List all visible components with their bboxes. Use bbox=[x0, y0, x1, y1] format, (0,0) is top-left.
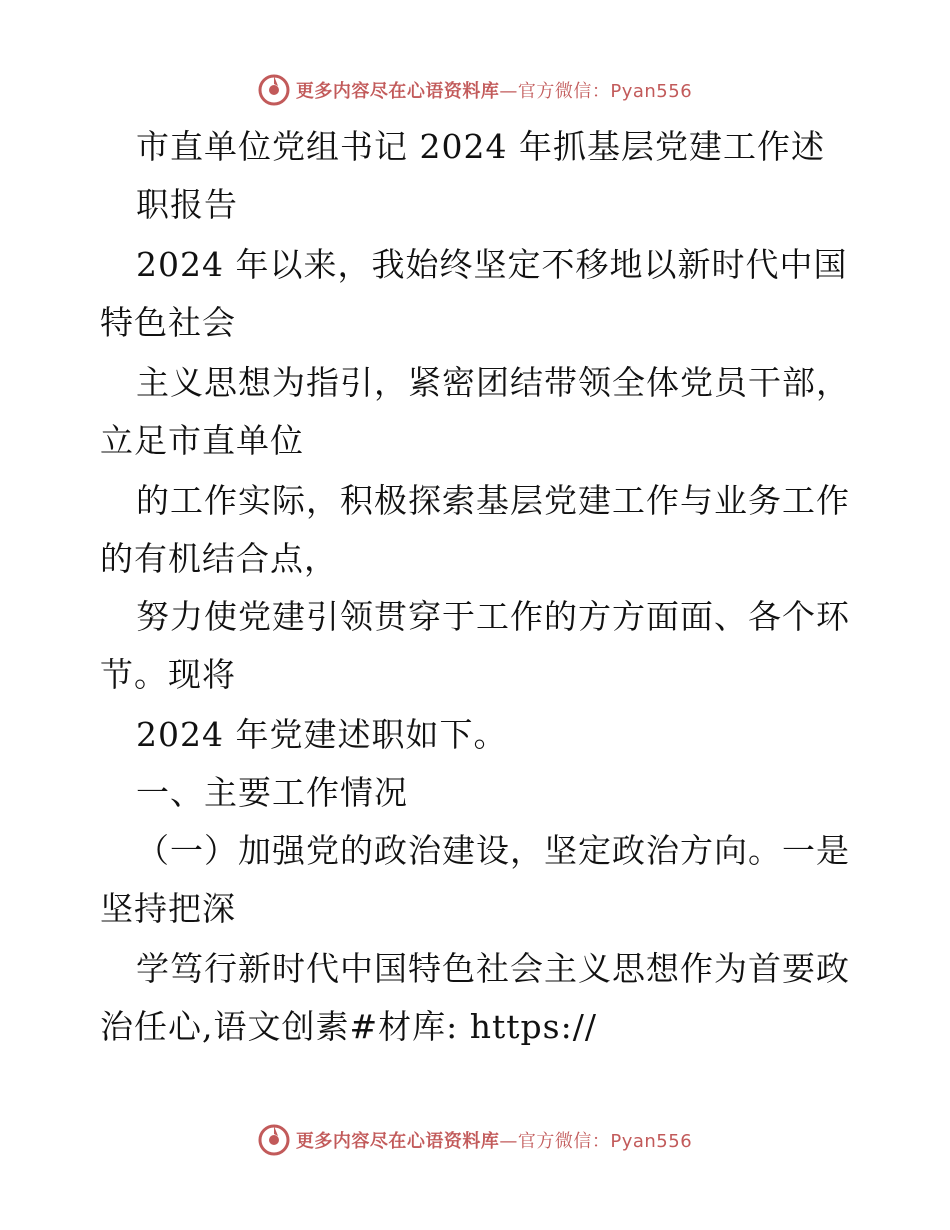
doc-paragraph-line: 的工作实际，积极探索基层党建工作与业务工作 bbox=[136, 481, 850, 520]
doc-title-line-1: 市直单位党组书记 2024 年抓基层党建工作述 bbox=[136, 127, 825, 166]
doc-paragraph-line: 2024 年以来，我始终坚定不移地以新时代中国 bbox=[136, 245, 848, 284]
brand-logo-icon bbox=[258, 1124, 290, 1156]
doc-paragraph-line: 节。现将 bbox=[100, 655, 236, 694]
watermark-wechat-label: 官方微信： bbox=[517, 1131, 611, 1152]
doc-paragraph-line: 学笃行新时代中国特色社会主义思想作为首要政 bbox=[136, 949, 850, 988]
doc-paragraph-line: 特色社会 bbox=[100, 303, 236, 342]
watermark-dash: — bbox=[499, 1131, 518, 1152]
watermark-dash: — bbox=[499, 81, 518, 102]
watermark-text bbox=[296, 77, 692, 103]
doc-paragraph-line: 主义思想为指引，紧密团结带领全体党员干部， bbox=[136, 363, 850, 402]
doc-paragraph-line: 的有机结合点， bbox=[100, 539, 338, 578]
doc-paragraph-line: 坚持把深 bbox=[100, 889, 236, 928]
brand-logo-icon bbox=[258, 74, 290, 106]
watermark-text bbox=[296, 1127, 692, 1153]
watermark-brand: 更多内容尽在心语资料库 bbox=[295, 1131, 500, 1152]
watermark-wechat-id: Pyan556 bbox=[610, 81, 693, 102]
doc-paragraph-line: 治任心,语文创素#材库: https:// bbox=[100, 1007, 597, 1046]
header-watermark bbox=[0, 70, 950, 110]
doc-paragraph-line: 立足市直单位 bbox=[100, 421, 304, 460]
watermark-wechat-id: Pyan556 bbox=[610, 1131, 693, 1152]
doc-section-heading: 一、主要工作情况 bbox=[136, 773, 408, 812]
doc-paragraph-line: 2024 年党建述职如下。 bbox=[136, 715, 508, 754]
doc-paragraph-line: （一）加强党的政治建设，坚定政治方向。一是 bbox=[136, 831, 850, 870]
doc-paragraph-line: 努力使党建引领贯穿于工作的方方面面、各个环 bbox=[136, 597, 850, 636]
watermark-brand: 更多内容尽在心语资料库 bbox=[295, 81, 500, 102]
doc-title-line-2: 职报告 bbox=[136, 185, 238, 224]
watermark-wechat-label: 官方微信： bbox=[517, 81, 611, 102]
footer-watermark bbox=[0, 1120, 950, 1160]
